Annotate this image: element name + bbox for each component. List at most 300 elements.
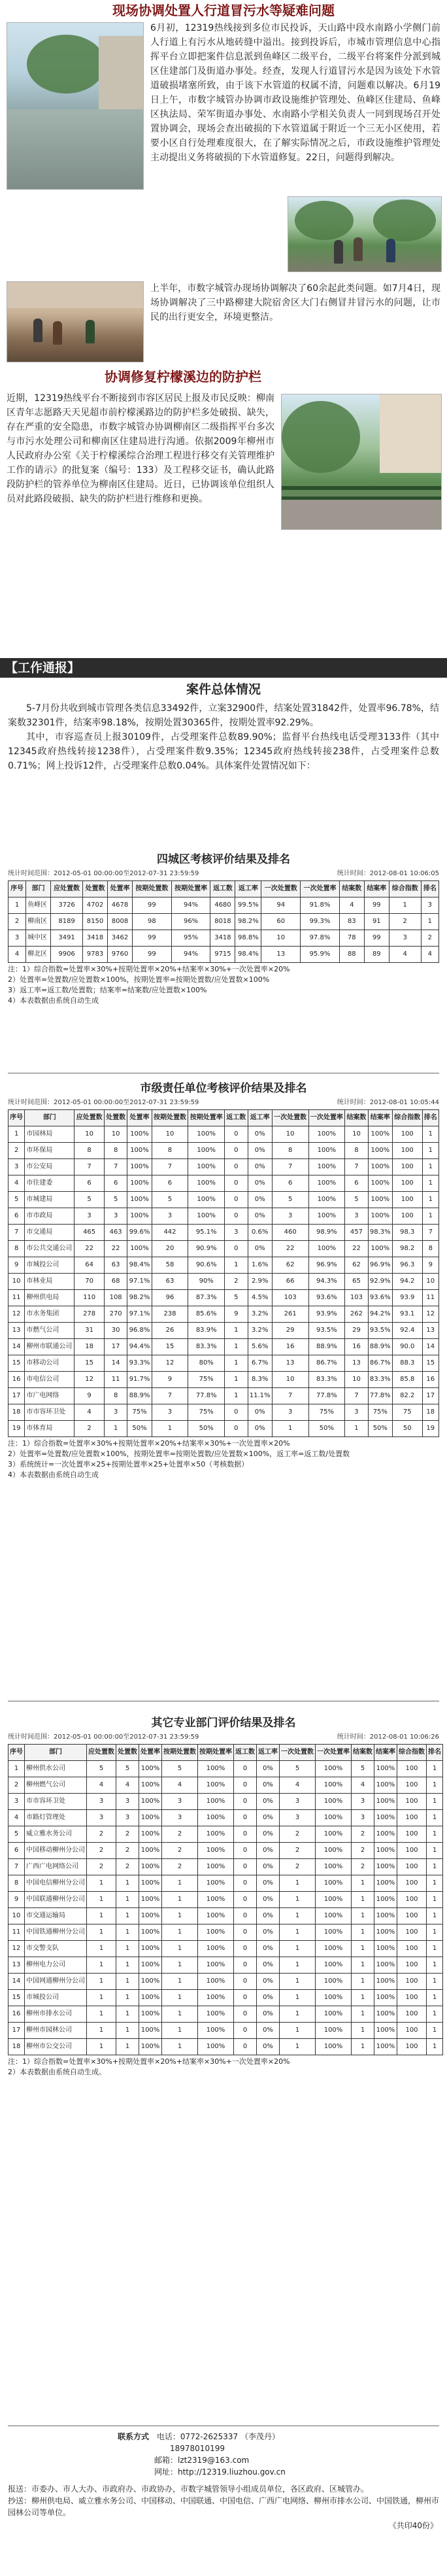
table-cell: 83.3% bbox=[368, 1372, 392, 1388]
table-cell: 2 bbox=[162, 1859, 198, 1875]
table-cell: 11 bbox=[8, 1290, 25, 1306]
table-cell: 1 bbox=[87, 1908, 116, 1924]
table-cell: 100% bbox=[316, 1826, 352, 1843]
table-cell: 99 bbox=[364, 930, 389, 947]
table-cell: 4678 bbox=[108, 897, 133, 914]
table-other-body bbox=[8, 1761, 443, 2055]
table-cell: 3 bbox=[345, 1208, 368, 1225]
table-cell: 100% bbox=[374, 1810, 397, 1826]
table-cell: 20 bbox=[152, 1241, 188, 1257]
table-cell: 1 bbox=[116, 1990, 139, 2006]
column-header: 结案数 bbox=[339, 881, 364, 897]
table-cell: 97.1% bbox=[127, 1306, 152, 1323]
table-cell: 100% bbox=[127, 1126, 152, 1143]
table-cell: 100% bbox=[198, 1957, 234, 1974]
table-header-row bbox=[8, 1110, 439, 1126]
table-cell: 18 bbox=[8, 1404, 25, 1421]
table-row bbox=[8, 1421, 439, 1437]
table-cell: 0 bbox=[234, 2039, 257, 2055]
table-cell: 0 bbox=[234, 1974, 257, 1990]
table-cell: 1 bbox=[352, 1990, 374, 2006]
table-cell: 8150 bbox=[83, 914, 108, 930]
table-cell: 50% bbox=[188, 1421, 225, 1437]
table-cell: 3 bbox=[8, 1159, 25, 1175]
table-note: 注：1）综合指数=处置率×30%+按期处置率×20%+结案率×30%+一次处置率×20% bbox=[8, 1439, 290, 1448]
table-cell: 0 bbox=[234, 1810, 257, 1826]
table-row bbox=[8, 1323, 439, 1339]
table-cell: 26 bbox=[152, 1323, 188, 1339]
table-cell: 88 bbox=[339, 947, 364, 963]
article-1-title: 现场协调处置人行道冒污水等疑难问题 bbox=[112, 3, 335, 18]
table-cell: 2 bbox=[225, 1274, 248, 1290]
table-cell: 4 bbox=[280, 1777, 316, 1794]
column-header: 应处置数 bbox=[51, 881, 83, 897]
table-cell: 22 bbox=[104, 1241, 127, 1257]
table-cell: 0% bbox=[257, 2006, 280, 2023]
table-cell: 4 bbox=[116, 1777, 139, 1794]
table-note: 注：1）综合指数=处置率×30%+按期处置率×20%+结案率×30%+一次处置率×20% bbox=[8, 2057, 290, 2066]
footer-mobile: 18978010199 bbox=[170, 2444, 225, 2453]
table-row bbox=[8, 1990, 443, 2006]
column-header: 一次处置数 bbox=[261, 881, 301, 897]
table-cell: 6 bbox=[152, 1175, 188, 1192]
table-cell: 463 bbox=[104, 1225, 127, 1241]
table-cell: 103 bbox=[345, 1290, 368, 1306]
article-2-title: 协调修复柠檬溪边的防护栏 bbox=[105, 369, 261, 385]
table-cell: 0% bbox=[257, 1794, 280, 1810]
table-cell: 0% bbox=[248, 1208, 272, 1225]
table-cell: 市移动公司 bbox=[25, 1355, 74, 1372]
table-cell: 94.4% bbox=[127, 1339, 152, 1355]
table-cell: 0% bbox=[257, 1924, 280, 1941]
table-cell: 100 bbox=[397, 2023, 427, 2039]
table-cell: 1 bbox=[352, 1941, 374, 1957]
table-district-stat-time: 统计时间：2012-08-01 10:06:05 bbox=[337, 870, 439, 877]
table-cell: 2 bbox=[280, 1843, 316, 1859]
table-cell: 2 bbox=[8, 1143, 25, 1159]
table-cell: 9 bbox=[8, 1892, 25, 1908]
table-cell: 100% bbox=[316, 1875, 352, 1892]
table-cell: 100% bbox=[374, 1990, 397, 2006]
table-cell: 100% bbox=[139, 2023, 162, 2039]
table-cell: 0 bbox=[234, 2023, 257, 2039]
table-cell: 10 bbox=[74, 1126, 105, 1143]
table-cell: 3 bbox=[280, 1794, 316, 1810]
table-row bbox=[8, 1875, 443, 1892]
table-cell: 100% bbox=[139, 1892, 162, 1908]
table-cell: 0% bbox=[257, 1843, 280, 1859]
table-cell: 1 bbox=[87, 2039, 116, 2055]
table-cell: 100% bbox=[316, 1761, 352, 1777]
table-cell: 83.3% bbox=[188, 1339, 225, 1355]
footer-phone: 电话：0772-2625337 （李茂丹） bbox=[156, 2432, 280, 2441]
table-cell: 93.6% bbox=[368, 1290, 392, 1306]
table-cell: 1 bbox=[280, 2006, 316, 2023]
table-cell: 市公共交通公司 bbox=[25, 1241, 74, 1257]
table-cell: 93.3% bbox=[127, 1355, 152, 1372]
table-cell: 1 bbox=[8, 1126, 25, 1143]
table-cell: 8 bbox=[8, 1241, 25, 1257]
column-header: 综合指数 bbox=[397, 1745, 427, 1761]
table-row bbox=[8, 1225, 439, 1241]
table-cell: 0% bbox=[248, 1421, 272, 1437]
table-row bbox=[8, 1274, 439, 1290]
column-header: 应处置数 bbox=[74, 1110, 105, 1126]
table-cell: 1 bbox=[422, 1175, 439, 1192]
table-cell: 100% bbox=[139, 1794, 162, 1810]
table-cell: 100% bbox=[368, 1192, 392, 1208]
table-cell: 1 bbox=[427, 1974, 443, 1990]
table-cell: 1 bbox=[427, 1826, 443, 1843]
table-header-row bbox=[8, 881, 439, 897]
table-cell: 1 bbox=[162, 1875, 198, 1892]
table-cell: 0 bbox=[234, 1826, 257, 1843]
table-cell: 13 bbox=[422, 1323, 439, 1339]
table-cell: 5 bbox=[352, 1761, 374, 1777]
table-cell: 103 bbox=[272, 1290, 308, 1306]
table-note: 注：1）综合指数=处置率×30%+按期处置率×20%+结案率×30%+一次处置率×20% bbox=[8, 965, 290, 973]
table-municipal-head bbox=[8, 1110, 439, 1126]
footer-contact bbox=[0, 2431, 447, 2443]
column-header: 处置数 bbox=[116, 1745, 139, 1761]
table-cell: 85.8 bbox=[392, 1372, 422, 1388]
table-cell: 1 bbox=[225, 1339, 248, 1355]
table-cell: 100 bbox=[397, 1810, 427, 1826]
table-cell: 10 bbox=[345, 1372, 368, 1388]
table-cell: 457 bbox=[345, 1225, 368, 1241]
table-cell: 15 bbox=[8, 1990, 25, 2006]
table-cell: 中国铁通柳州分公司 bbox=[25, 1924, 87, 1941]
table-cell: 100% bbox=[368, 1175, 392, 1192]
table-cell: 1 bbox=[116, 1974, 139, 1990]
table-cell: 91.8% bbox=[301, 897, 340, 914]
table-cell: 8 bbox=[152, 1143, 188, 1159]
table-cell: 1 bbox=[280, 2023, 316, 2039]
table-cell: 0 bbox=[225, 1241, 248, 1257]
table-cell: 0 bbox=[225, 1159, 248, 1175]
table-cell: 8.3% bbox=[248, 1372, 272, 1388]
table-cell: 市水务集团 bbox=[25, 1306, 74, 1323]
table-cell: 91.7% bbox=[127, 1372, 152, 1388]
table-cell: 3418 bbox=[210, 930, 235, 947]
table-cell: 6 bbox=[104, 1175, 127, 1192]
table-cell: 鱼峰区 bbox=[26, 897, 51, 914]
table-cell: 75% bbox=[127, 1404, 152, 1421]
table-cell: 2 bbox=[352, 1843, 374, 1859]
table-cell: 100% bbox=[316, 1941, 352, 1957]
table-cell: 柳州市联通公司 bbox=[25, 1339, 74, 1355]
table-municipal-title: 市级责任单位考核评价结果及排名 bbox=[140, 1082, 307, 1095]
table-cell: 100% bbox=[316, 1892, 352, 1908]
table-cell: 市燃气公司 bbox=[25, 1323, 74, 1339]
table-cell: 110 bbox=[74, 1290, 105, 1306]
table-cell: 77.8% bbox=[308, 1388, 345, 1404]
table-cell: 7 bbox=[422, 1225, 439, 1241]
column-header: 一次处置数 bbox=[272, 1110, 308, 1126]
table-cell: 278 bbox=[74, 1306, 105, 1323]
table-cell: 1 bbox=[352, 2006, 374, 2023]
column-header: 按期处置数 bbox=[133, 881, 172, 897]
table-cell: 1 bbox=[352, 1974, 374, 1990]
table-cell: 100% bbox=[368, 1208, 392, 1225]
table-cell: 1 bbox=[162, 1974, 198, 1990]
table-cell: 100 bbox=[397, 1990, 427, 2006]
table-municipal-stat-time: 统计时间：2012-08-01 10:05:44 bbox=[337, 1099, 439, 1106]
table-cell: 6 bbox=[8, 1208, 25, 1225]
table-cell: 1 bbox=[116, 2023, 139, 2039]
table-cell: 100% bbox=[127, 1143, 152, 1159]
table-cell: 5 bbox=[8, 1192, 25, 1208]
table-district-notes bbox=[0, 963, 447, 1007]
table-cell: 1 bbox=[389, 897, 421, 914]
table-row bbox=[8, 1257, 439, 1274]
table-cell: 10 bbox=[8, 1908, 25, 1924]
table-cell: 市林业局 bbox=[25, 1274, 74, 1290]
table-cell: 10 bbox=[422, 1274, 439, 1290]
photo-site-meeting bbox=[288, 196, 442, 272]
table-cell: 100% bbox=[368, 1126, 392, 1143]
table-cell: 1 bbox=[87, 1875, 116, 1892]
table-cell: 1 bbox=[427, 1843, 443, 1859]
table-cell: 2 bbox=[421, 930, 439, 947]
table-cell: 1 bbox=[162, 2006, 198, 2023]
table-cell: 7 bbox=[104, 1159, 127, 1175]
table-cell: 1 bbox=[422, 1126, 439, 1143]
table-cell: 0.6% bbox=[248, 1225, 272, 1241]
table-cell: 1 bbox=[116, 2039, 139, 2055]
table-row bbox=[8, 1924, 443, 1941]
table-cell: 77.8% bbox=[188, 1388, 225, 1404]
table-note: 2）本表数据由系统自动生成。 bbox=[8, 2068, 106, 2076]
table-cell: 12 bbox=[422, 1306, 439, 1323]
table-note: 2）处置率=处置数/应处置数×100%，按期处置率=按期处置数/应处置数×100%，返工率=返工数/处置数 bbox=[8, 1450, 350, 1458]
table-cell: 0% bbox=[248, 1126, 272, 1143]
table-cell: 1 bbox=[8, 897, 26, 914]
table-cell: 100% bbox=[188, 1175, 225, 1192]
table-cell: 3 bbox=[272, 1404, 308, 1421]
table-cell: 3 bbox=[116, 1794, 139, 1810]
table-cell: 98.3% bbox=[368, 1225, 392, 1241]
table-cell: 100 bbox=[392, 1192, 422, 1208]
table-cell: 1 bbox=[225, 1372, 248, 1388]
table-cell: 0% bbox=[257, 2039, 280, 2055]
table-cell: 3 bbox=[352, 1810, 374, 1826]
table-cell: 100% bbox=[316, 1859, 352, 1875]
table-district-meta bbox=[0, 869, 447, 879]
table-cell: 100 bbox=[397, 1908, 427, 1924]
column-header: 序号 bbox=[8, 1110, 25, 1126]
table-cell: 99 bbox=[133, 930, 172, 947]
table-cell: 7 bbox=[8, 1225, 25, 1241]
table-cell: 市路灯管理处 bbox=[25, 1810, 87, 1826]
table-cell: 柳州市排水公司 bbox=[25, 2006, 87, 2023]
table-cell: 2 bbox=[116, 1859, 139, 1875]
table-cell: 100% bbox=[198, 1843, 234, 1859]
table-district-title: 四城区考核评价结果及排名 bbox=[157, 853, 290, 866]
table-cell: 100 bbox=[397, 1941, 427, 1957]
table-cell: 3 bbox=[345, 1404, 368, 1421]
table-municipal-notes bbox=[0, 1437, 447, 1482]
table-row bbox=[8, 930, 439, 947]
table-cell: 1 bbox=[87, 2023, 116, 2039]
table-cell: 5 bbox=[74, 1192, 105, 1208]
table-cell: 1 bbox=[87, 1892, 116, 1908]
table-cell: 100% bbox=[198, 1941, 234, 1957]
table-cell: 100% bbox=[374, 1761, 397, 1777]
table-cell: 100% bbox=[316, 1794, 352, 1810]
table-cell: 261 bbox=[272, 1306, 308, 1323]
table-cell: 9760 bbox=[108, 947, 133, 963]
table-cell: 0% bbox=[248, 1404, 272, 1421]
table-cell: 97.8% bbox=[301, 930, 340, 947]
table-row bbox=[8, 897, 439, 914]
footer-web[interactable]: 网址：http://12319.liuzhou.gov.cn bbox=[154, 2467, 286, 2477]
table-cell: 1.6% bbox=[248, 1257, 272, 1274]
footer-contact-label: 联系方式 bbox=[118, 2432, 150, 2441]
table-cell: 100% bbox=[374, 1908, 397, 1924]
table-cell: 100% bbox=[127, 1159, 152, 1175]
table-cell: 100% bbox=[374, 1924, 397, 1941]
table-cell: 50 bbox=[392, 1421, 422, 1437]
table-cell: 4 bbox=[87, 1777, 116, 1794]
table-row bbox=[8, 2039, 443, 2055]
table-cell: 100% bbox=[316, 1990, 352, 2006]
table-cell: 1 bbox=[427, 1908, 443, 1924]
table-cell: 96% bbox=[171, 914, 210, 930]
table-cell: 100% bbox=[139, 1761, 162, 1777]
table-cell: 13 bbox=[272, 1355, 308, 1372]
table-cell: 83.9% bbox=[188, 1323, 225, 1339]
table-cell: 0% bbox=[248, 1241, 272, 1257]
table-cell: 19 bbox=[8, 1421, 25, 1437]
table-cell: 100% bbox=[198, 1859, 234, 1875]
table-cell: 2 bbox=[8, 1777, 25, 1794]
table-cell: 5 bbox=[8, 1826, 25, 1843]
table-cell: 262 bbox=[345, 1306, 368, 1323]
table-cell: 95.9% bbox=[301, 947, 340, 963]
column-header: 处置数 bbox=[83, 881, 108, 897]
table-row bbox=[8, 1175, 439, 1192]
table-cell: 100% bbox=[374, 1875, 397, 1892]
column-header: 按期处置数 bbox=[162, 1745, 198, 1761]
table-cell: 3 bbox=[421, 897, 439, 914]
column-header: 处置数 bbox=[104, 1110, 127, 1126]
table-cell: 15 bbox=[422, 1355, 439, 1372]
table-cell: 4 bbox=[421, 947, 439, 963]
table-cell: 100% bbox=[198, 1761, 234, 1777]
table-cell: 83 bbox=[339, 914, 364, 930]
article-2-para-1: 近期，12319热线平台不断接到市容区居民上报及市民反映：柳南区青年志愿路天天见超市前柠檬溪路边的防护栏多处破损、缺失，存在严重的安全隐患，市数字城管办协调柳南区二级指挥平台多次与市污水处理公司和柳南区住建局进行沟通。依据2009年柳州市人民政府办公室《关于柠檬溪综合治理工程进行移交有关管理维护工作的请示》的批复案（编号：133）及工程移交证书，确认此路段防护栏的管养单位为柳南区住建局。近日，已协调该单位组织人员对此路段破损、缺失的防护栏进行维修和更换。 bbox=[7, 393, 274, 504]
table-cell: 100% bbox=[374, 1826, 397, 1843]
table-district-body bbox=[8, 897, 439, 963]
table-cell: 65 bbox=[345, 1274, 368, 1290]
table-cell: 2 bbox=[162, 1843, 198, 1859]
table-cell: 0% bbox=[257, 1941, 280, 1957]
table-cell: 6 bbox=[8, 1843, 25, 1859]
table-cell: 1 bbox=[116, 1892, 139, 1908]
table-cell: 22 bbox=[74, 1241, 105, 1257]
table-cell: 15 bbox=[8, 1355, 25, 1372]
table-cell: 0% bbox=[257, 1974, 280, 1990]
table-row bbox=[8, 1826, 443, 1843]
table-cell: 9 bbox=[422, 1257, 439, 1274]
table-cell: 8 bbox=[422, 1241, 439, 1257]
table-cell: 100% bbox=[188, 1208, 225, 1225]
table-cell: 1 bbox=[87, 1974, 116, 1990]
table-cell: 10 bbox=[8, 1274, 25, 1290]
table-cell: 100% bbox=[308, 1143, 345, 1159]
table-cell: 58 bbox=[152, 1257, 188, 1274]
table-cell: 广西广电网络公司 bbox=[25, 1859, 87, 1875]
table-cell: 8 bbox=[104, 1388, 127, 1404]
table-row bbox=[8, 2023, 443, 2039]
table-cell: 1 bbox=[8, 1761, 25, 1777]
table-cell: 0 bbox=[234, 1843, 257, 1859]
table-cell: 100% bbox=[374, 1974, 397, 1990]
footer-email: 邮箱：lzt2319@163.com bbox=[154, 2456, 250, 2465]
column-header: 一次处置率 bbox=[316, 1745, 352, 1761]
table-cell: 1 bbox=[116, 1924, 139, 1941]
table-cell: 100% bbox=[316, 2006, 352, 2023]
table-cell: 88.9% bbox=[368, 1339, 392, 1355]
table-cell: 1 bbox=[427, 1761, 443, 1777]
table-cell: 1 bbox=[427, 1810, 443, 1826]
table-cell: 18 bbox=[422, 1404, 439, 1421]
table-cell: 100% bbox=[198, 2023, 234, 2039]
table-cell: 99.6% bbox=[127, 1225, 152, 1241]
table-cell: 1 bbox=[225, 1388, 248, 1404]
table-cell: 62 bbox=[345, 1257, 368, 1274]
table-cell: 4702 bbox=[83, 897, 108, 914]
table-cell: 100% bbox=[139, 1777, 162, 1794]
table-cell: 0% bbox=[257, 1826, 280, 1843]
table-cell: 98.8% bbox=[235, 930, 261, 947]
table-cell: 3 bbox=[272, 1208, 308, 1225]
table-cell: 100% bbox=[308, 1192, 345, 1208]
table-cell: 16 bbox=[8, 1372, 25, 1388]
table-cell: 96.8% bbox=[127, 1323, 152, 1339]
table-cell: 1 bbox=[427, 1941, 443, 1957]
table-cell: 1 bbox=[427, 1957, 443, 1974]
table-cell: 75 bbox=[392, 1404, 422, 1421]
table-cell: 1 bbox=[352, 1875, 374, 1892]
table-cell: 100% bbox=[316, 1908, 352, 1924]
table-cell: 市体育局 bbox=[25, 1421, 74, 1437]
case-summary bbox=[0, 680, 447, 844]
column-header: 返工数 bbox=[210, 881, 235, 897]
table-cell: 18 bbox=[8, 2039, 25, 2055]
column-header: 结案率 bbox=[368, 1110, 392, 1126]
table-cell: 100% bbox=[308, 1241, 345, 1257]
table-cell: 90.6% bbox=[188, 1257, 225, 1274]
table-cell: 7 bbox=[345, 1159, 368, 1175]
table-cell: 0% bbox=[257, 1875, 280, 1892]
table-cell: 1 bbox=[116, 1875, 139, 1892]
table-row bbox=[8, 1143, 439, 1159]
table-cell: 93.1 bbox=[392, 1306, 422, 1323]
table-cell: 1 bbox=[116, 1957, 139, 1974]
table-note: 2）处置率=处置数/应处置数×100%，按期处置率=按期处置数/应处置数×100% bbox=[8, 975, 270, 984]
table-other-notes bbox=[0, 2055, 447, 2079]
table-cell: 50% bbox=[308, 1421, 345, 1437]
table-row bbox=[8, 1372, 439, 1388]
table-cell: 9906 bbox=[51, 947, 83, 963]
table-cell: 3418 bbox=[83, 930, 108, 947]
column-header: 返工数 bbox=[234, 1745, 257, 1761]
table-cell: 1 bbox=[280, 1924, 316, 1941]
table-row bbox=[8, 1843, 443, 1859]
table-cell: 11 bbox=[422, 1290, 439, 1306]
